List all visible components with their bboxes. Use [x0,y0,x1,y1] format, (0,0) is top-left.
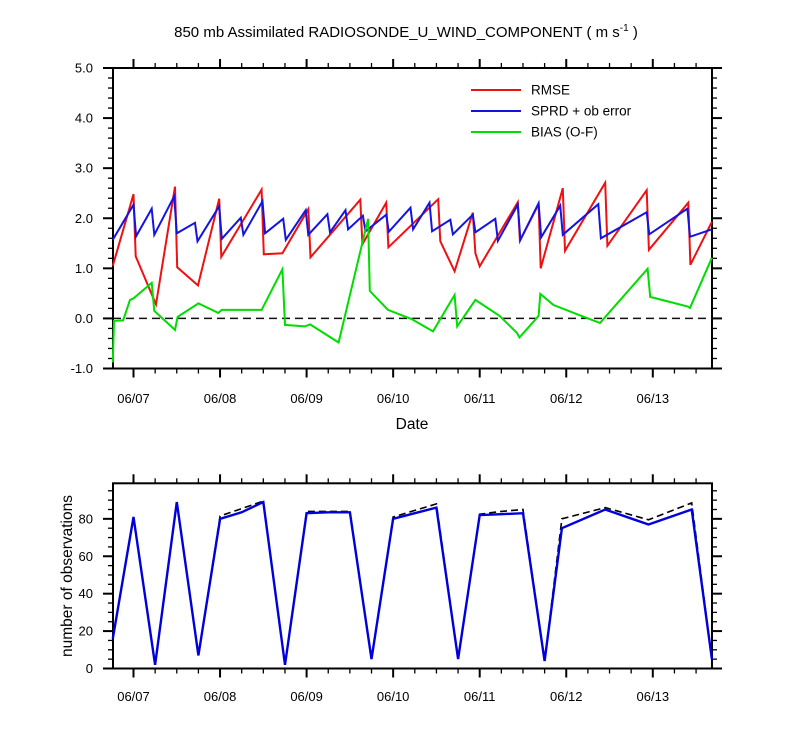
y-tick-label: 2.0 [74,210,93,226]
x-tick-label: 06/11 [463,391,496,406]
x-tick-label: 06/11 [463,689,496,704]
x-tick-label: 06/09 [290,391,323,406]
legend-label-rmse: RMSE [531,82,571,98]
sprd-ob-error-line [113,196,712,241]
assimilated-observations-line [113,502,712,665]
bottom-panel-obs-counts [79,474,722,704]
y-axis-title-observations: number of observations [59,495,76,657]
y-tick-label: 60 [78,548,93,564]
legend-label-bias: BIAS (O-F) [531,124,598,140]
y-tick-label: 4.0 [74,110,93,126]
y-tick-label: -1.0 [70,361,93,376]
x-tick-label: 06/07 [117,689,150,704]
figure-title-end: ) [628,24,638,41]
x-tick-label: 06/08 [203,391,237,406]
x-tick-label: 06/13 [636,689,670,704]
x-tick-label: 06/13 [636,391,670,406]
x-tick-label: 06/10 [376,689,410,704]
x-axis-title-date: Date [395,416,429,433]
x-tick-label: 06/08 [203,689,237,704]
figure-title-main: 850 mb Assimilated RADIOSONDE_U_WIND_COMPONENT ( m s [174,24,620,41]
y-tick-label: 0.0 [74,310,93,326]
x-tick-label: 06/12 [549,391,583,406]
legend-label-sprd: SPRD + ob error [531,103,632,119]
y-tick-label: 80 [78,511,93,527]
x-tick-label: 06/07 [117,391,150,406]
x-tick-label: 06/12 [549,689,583,704]
y-tick-label: 40 [78,586,93,602]
bias-o-f-line [113,219,712,363]
y-tick-label: 5.0 [74,60,93,76]
y-tick-label: 3.0 [74,160,93,176]
legend [471,90,521,132]
possible-observations-line [113,501,712,665]
figure-title [174,23,638,41]
x-tick-label: 06/09 [290,689,323,704]
x-tick-label: 06/10 [376,391,410,406]
rmse-line [113,183,712,305]
y-tick-label: 1.0 [74,260,93,276]
figure-title-superscript: -1 [619,23,629,34]
y-tick-label: 20 [78,623,93,639]
y-tick-label: 0 [85,661,93,676]
